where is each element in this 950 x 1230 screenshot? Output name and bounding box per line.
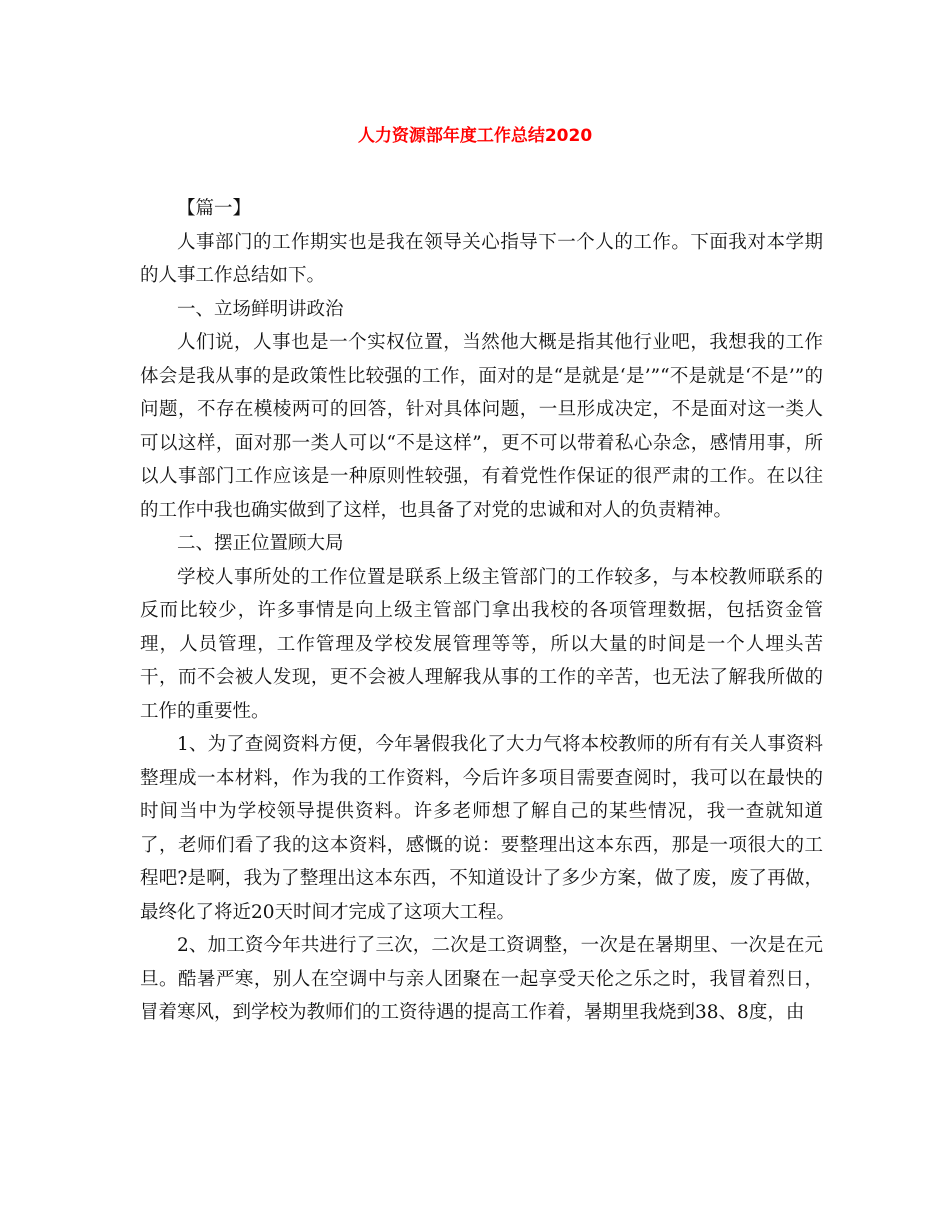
paragraph: 人们说，人事也是一个实权位置，当然他大概是指其他行业吧，我想我的工作体会是我从事的是政策性比较强的工作，面对的是“是就是‘是’”“不是就是‘不是’”的问题，不存在模棱两可的回答，针对具体问题，一旦形成决定，不是面对这一类人可以这样，面对那一类人可以“不是这样”，更不可以带着私心杂念，感情用事，所以人事部门工作应该是一种原则性较强，有着党性作保证的很严肃的工作。在以往的工作中我也确实做到了这样，也具备了对党的忠诚和对人的负责精神。 [140,332,823,521]
document-body [140,192,823,1030]
section-heading: 一、立场鲜明讲政治 [177,298,344,320]
paragraph: 学校人事所处的工作位置是联系上级主管部门的工作较多，与本校教师联系的反而比较少，许多事情是向上级主管部门拿出我校的各项管理数据，包括资金管理，人员管理，工作管理及学校发展管理等等，所以大量的时间是一个人埋头苦干，而不会被人发现，更不会被人理解我从事的工作的辛苦，也无法了解我所做的工作的重要性。 [140,566,823,722]
paragraph: 人事部门的工作期实也是我在领导关心指导下一个人的工作。下面我对本学期的人事工作总结如下。 [140,231,823,286]
section-heading: 二、摆正位置顾大局 [177,533,344,554]
paragraph: 2、加工资今年共进行了三次，二次是工资调整，一次是在暑期里、一次是在元旦。酷暑严寒，别人在空调中与亲人团聚在一起享受天伦之乐之时，我冒着烈日，冒着寒风，到学校为教师们的工资待遇的提高工作着，暑期里我烧到38、8度，由 [140,935,823,1023]
paragraph: 1、为了查阅资料方便，今年暑假我化了大力气将本校教师的所有有关人事资料整理成一本材料，作为我的工作资料，今后许多项目需要查阅时，我可以在最快的时间当中为学校领导提供资料。许多老师想了解自己的某些情况，我一查就知道了，老师们看了我的这本资料，感慨的说：要整理出这本东西，那是一项很大的工程吧?是啊，我为了整理出这本东西，不知道设计了多少方案，做了废，废了再做，最终化了将近20天时间才完成了这项大工程。 [140,734,823,923]
document-title: 人力资源部年度工作总结2020 [357,126,593,146]
section-heading: 【篇一】 [177,198,252,219]
